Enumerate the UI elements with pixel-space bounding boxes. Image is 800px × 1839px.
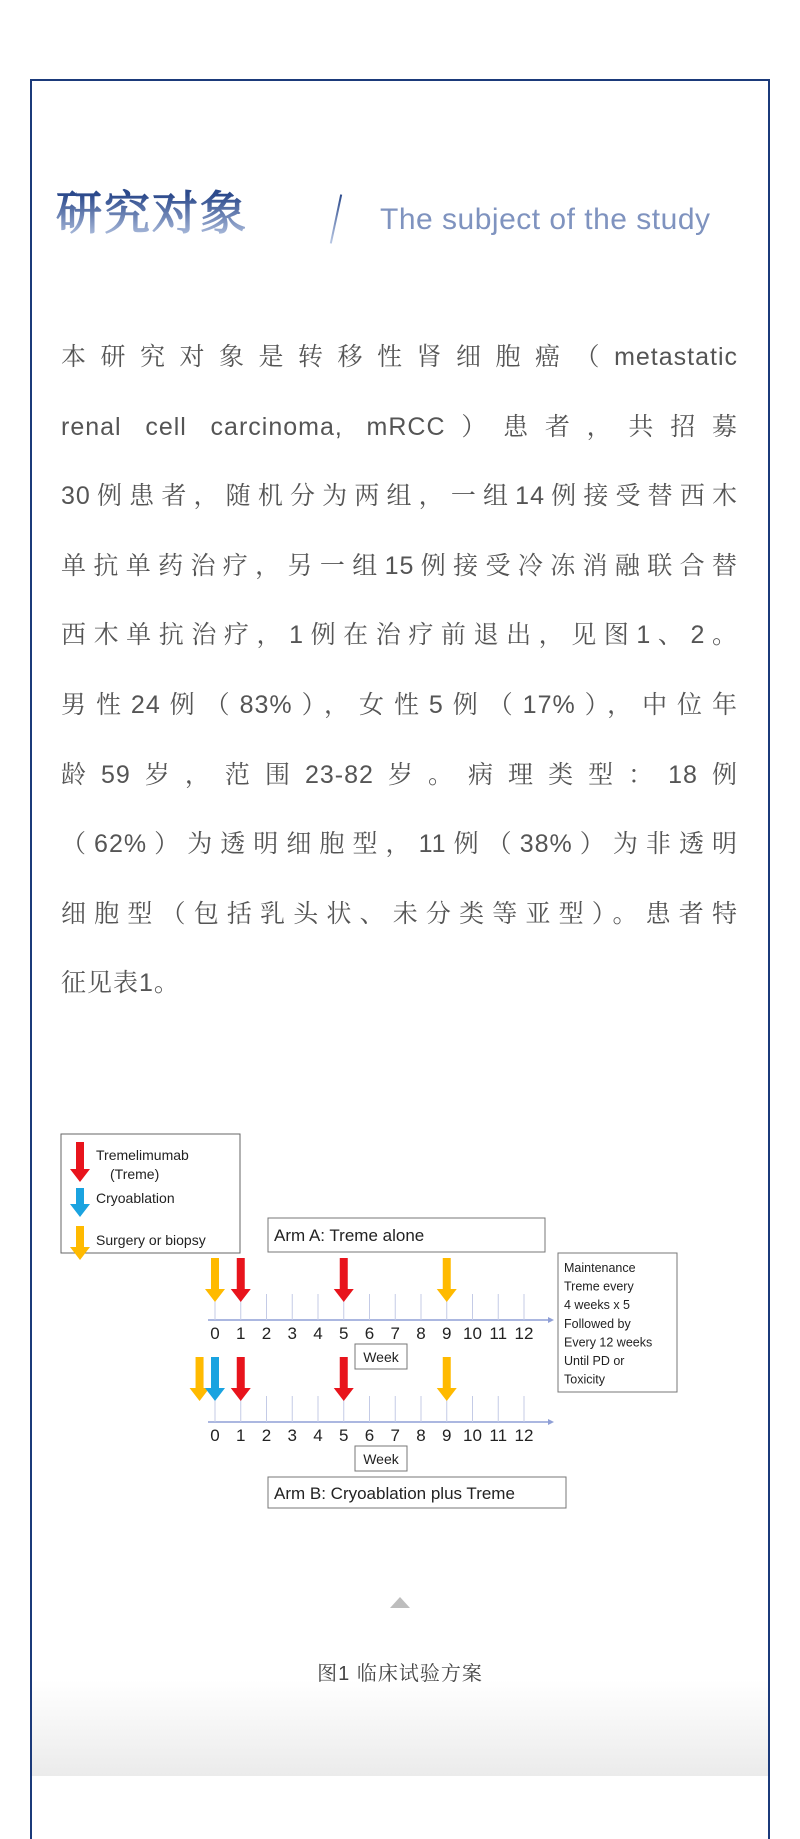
arm-a-treme-arrow-icon xyxy=(231,1258,251,1302)
arm-b-tick-label: 9 xyxy=(442,1426,452,1445)
arm-b-tick-label: 6 xyxy=(364,1426,375,1445)
arm-a-tick-label: 9 xyxy=(442,1324,452,1343)
arm-b-tick-label: 2 xyxy=(261,1426,272,1445)
maintenance-line: Every 12 weeks xyxy=(564,1335,653,1350)
arm-a-tick-label: 8 xyxy=(416,1324,426,1343)
arm-b-tick-label: 8 xyxy=(416,1426,426,1445)
arm-b-surgery-arrow-icon xyxy=(437,1357,457,1401)
arm-b-tick-label: 12 xyxy=(514,1426,534,1445)
paragraph-line: 细胞型（包括乳头状、未分类等亚型）。患者特 xyxy=(61,899,738,928)
arm-b-label: Arm B: Cryoablation plus Treme xyxy=(274,1484,515,1503)
arm-b-tick-label: 0 xyxy=(210,1426,220,1445)
paragraph-line: 龄59岁，范围23-82岁。病理类型：18例 xyxy=(61,760,738,789)
arm-b-axis-arrowhead xyxy=(548,1419,554,1425)
paragraph-line: 男性24例（83%），女性5例（17%），中位年 xyxy=(61,690,738,719)
arm-a-tick-label: 11 xyxy=(489,1324,508,1343)
arm-a-label: Arm A: Treme alone xyxy=(274,1226,425,1245)
arm-a-surgery-arrow-icon xyxy=(205,1258,225,1302)
arm-a-tick-label: 0 xyxy=(210,1324,220,1343)
maintenance-line: Treme every xyxy=(564,1279,634,1294)
legend-label-surgery: Surgery or biopsy xyxy=(96,1232,206,1248)
legend-label-cryo: Cryoablation xyxy=(96,1190,175,1206)
arm-a-tick-label: 5 xyxy=(339,1324,349,1343)
arm-b-treme-arrow-icon xyxy=(231,1357,251,1401)
maintenance-line: Until PD or xyxy=(564,1354,625,1368)
arm-a-week-label: Week xyxy=(363,1349,399,1365)
arm-b-tick-label: 7 xyxy=(390,1426,400,1445)
arm-a-tick-label: 1 xyxy=(236,1324,246,1343)
arm-b-tick-label: 3 xyxy=(287,1426,297,1445)
legend-label-treme: Tremelimumab xyxy=(96,1147,189,1163)
figure-caption: 图1 临床试验方案 xyxy=(317,1663,483,1685)
arm-a-axis-arrowhead xyxy=(548,1317,554,1323)
arm-a-tick-label: 7 xyxy=(390,1324,400,1343)
bottom-fade xyxy=(32,1680,768,1776)
arm-b-cryo-arrow-icon xyxy=(205,1357,225,1401)
section-title-cn: 研究对象 xyxy=(56,183,248,243)
arm-a-surgery-arrow-icon xyxy=(437,1258,457,1302)
paragraph-line: 本研究对象是转移性肾细胞癌（metastatic xyxy=(61,343,738,371)
legend-sublabel-treme: (Treme) xyxy=(110,1166,160,1182)
arm-a-tick-label: 10 xyxy=(463,1324,482,1343)
arm-b-week-label: Week xyxy=(363,1451,399,1467)
arm-b-tick-label: 11 xyxy=(489,1426,508,1445)
maintenance-line: Followed by xyxy=(564,1316,631,1331)
arm-b-treme-arrow-icon xyxy=(334,1357,354,1401)
paragraph-line: 征见表1。 xyxy=(61,969,180,998)
maintenance-line: Toxicity xyxy=(564,1372,605,1387)
maintenance-line: 4 weeks x 5 xyxy=(564,1298,631,1313)
arm-a-tick-label: 2 xyxy=(261,1324,272,1343)
paragraph-line: renal cell carcinoma, mRCC）患者，共招募 xyxy=(61,412,738,441)
caption-triangle-icon xyxy=(390,1597,410,1608)
arm-b-tick-label: 10 xyxy=(463,1426,482,1445)
section-title-en: The subject of the study xyxy=(380,203,711,236)
arm-b-tick-label: 5 xyxy=(339,1426,349,1445)
arm-a-treme-arrow-icon xyxy=(334,1258,354,1302)
arm-a-tick-label: 3 xyxy=(287,1324,297,1343)
paragraph-line: 西木单抗治疗，1例在治疗前退出，见图1、2。 xyxy=(61,621,738,650)
arm-a-tick-label: 6 xyxy=(364,1324,375,1343)
paragraph-line: （62%）为透明细胞型，11例（38%）为非透明 xyxy=(61,830,738,859)
maintenance-line: Maintenance xyxy=(564,1261,636,1275)
paragraph-line: 单抗单药治疗，另一组15例接受冷冻消融联合替 xyxy=(61,551,738,580)
arm-a-tick-label: 12 xyxy=(514,1324,534,1343)
arm-a-tick-label: 4 xyxy=(313,1324,323,1343)
arm-b-surgery-arrow-icon xyxy=(190,1357,210,1401)
arm-b-tick-label: 4 xyxy=(313,1426,323,1445)
arm-b-tick-label: 1 xyxy=(236,1426,246,1445)
paragraph-line: 30例患者，随机分为两组，一组14例接受替西木 xyxy=(61,482,738,511)
